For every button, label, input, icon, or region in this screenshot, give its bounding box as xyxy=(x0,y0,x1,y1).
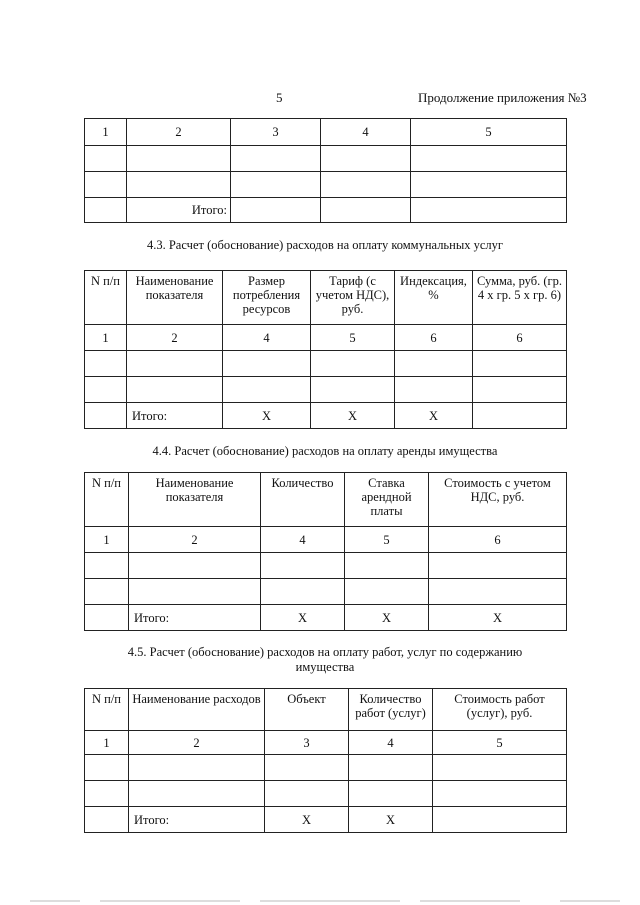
column-header: Наименование показателя xyxy=(129,473,261,527)
table-row xyxy=(85,553,567,579)
rent-table xyxy=(84,472,567,631)
column-number-row xyxy=(85,325,567,351)
table-row xyxy=(85,172,567,198)
column-number: 6 xyxy=(429,527,567,553)
column-number: 4 xyxy=(261,527,345,553)
column-header: Ставка арендной платы xyxy=(345,473,429,527)
table-cell: 5 xyxy=(411,119,567,146)
column-header: Размер потребления ресурсов xyxy=(223,271,311,325)
x-mark: X xyxy=(429,605,567,631)
section-title-line: имущества xyxy=(295,660,355,674)
table-row xyxy=(85,755,567,781)
column-header: Наименование показателя xyxy=(127,271,223,325)
section-title-4-3: 4.3. Расчет (обоснование) расходов на оплату коммунальных услуг xyxy=(146,238,504,252)
column-header: Стоимость работ (услуг), руб. xyxy=(433,689,567,731)
column-number: 2 xyxy=(129,731,265,755)
column-number: 4 xyxy=(223,325,311,351)
continuation-label: Продолжение приложения №3 xyxy=(418,90,587,105)
total-row xyxy=(85,605,567,631)
column-number: 1 xyxy=(85,325,127,351)
table-row xyxy=(85,146,567,172)
total-label: Итого: xyxy=(129,807,265,833)
table-header-row xyxy=(85,689,567,731)
total-label: Итого: xyxy=(127,198,231,223)
table-cell: 1 xyxy=(85,119,127,146)
total-label: Итого: xyxy=(129,605,261,631)
table-row xyxy=(85,198,567,223)
column-number: 3 xyxy=(265,731,349,755)
table-cell: 2 xyxy=(127,119,231,146)
x-mark: X xyxy=(223,403,311,429)
section-title-4-4: 4.4. Расчет (обоснование) расходов на оплату аренды имущества xyxy=(152,444,498,458)
total-row xyxy=(85,807,567,833)
total-label: Итого: xyxy=(127,403,223,429)
column-number: 4 xyxy=(349,731,433,755)
utilities-table xyxy=(84,270,567,429)
maintenance-table xyxy=(84,688,567,833)
column-number-row xyxy=(85,731,567,755)
column-header: N п/п xyxy=(85,689,129,731)
column-number: 1 xyxy=(85,527,129,553)
table-row xyxy=(85,119,567,146)
column-header: Количество работ (услуг) xyxy=(349,689,433,731)
column-number: 1 xyxy=(85,731,129,755)
table-row xyxy=(85,781,567,807)
table-row xyxy=(85,579,567,605)
column-number: 6 xyxy=(395,325,473,351)
column-header: Сумма, руб. (гр. 4 x гр. 5 x гр. 6) xyxy=(473,271,567,325)
page-number: 5 xyxy=(276,90,283,105)
x-mark: X xyxy=(345,605,429,631)
column-header: Индексация, % xyxy=(395,271,473,325)
total-row xyxy=(85,403,567,429)
x-mark: X xyxy=(265,807,349,833)
table-row xyxy=(85,351,567,377)
continuation-table xyxy=(84,118,567,223)
column-header: N п/п xyxy=(85,271,127,325)
table-row xyxy=(85,377,567,403)
column-number-row xyxy=(85,527,567,553)
section-title-line: 4.5. Расчет (обоснование) расходов на оплату работ, услуг по содержанию xyxy=(127,645,523,659)
column-number: 6 xyxy=(473,325,567,351)
column-number: 5 xyxy=(433,731,567,755)
table-header-row xyxy=(85,271,567,325)
table-cell: 3 xyxy=(231,119,321,146)
x-mark: X xyxy=(395,403,473,429)
column-header: Стоимость с учетом НДС, руб. xyxy=(429,473,567,527)
column-number: 5 xyxy=(345,527,429,553)
x-mark: X xyxy=(261,605,345,631)
column-header: Наименование расходов xyxy=(129,689,265,731)
column-header: Количество xyxy=(261,473,345,527)
x-mark: X xyxy=(311,403,395,429)
column-header: Тариф (с учетом НДС), руб. xyxy=(311,271,395,325)
table-header-row xyxy=(85,473,567,527)
column-number: 5 xyxy=(311,325,395,351)
column-number: 2 xyxy=(127,325,223,351)
scan-edge-marks xyxy=(0,897,640,905)
column-number: 2 xyxy=(129,527,261,553)
table-cell: 4 xyxy=(321,119,411,146)
section-title-4-5 xyxy=(84,645,566,675)
column-header: Объект xyxy=(265,689,349,731)
column-header: N п/п xyxy=(85,473,129,527)
x-mark: X xyxy=(349,807,433,833)
